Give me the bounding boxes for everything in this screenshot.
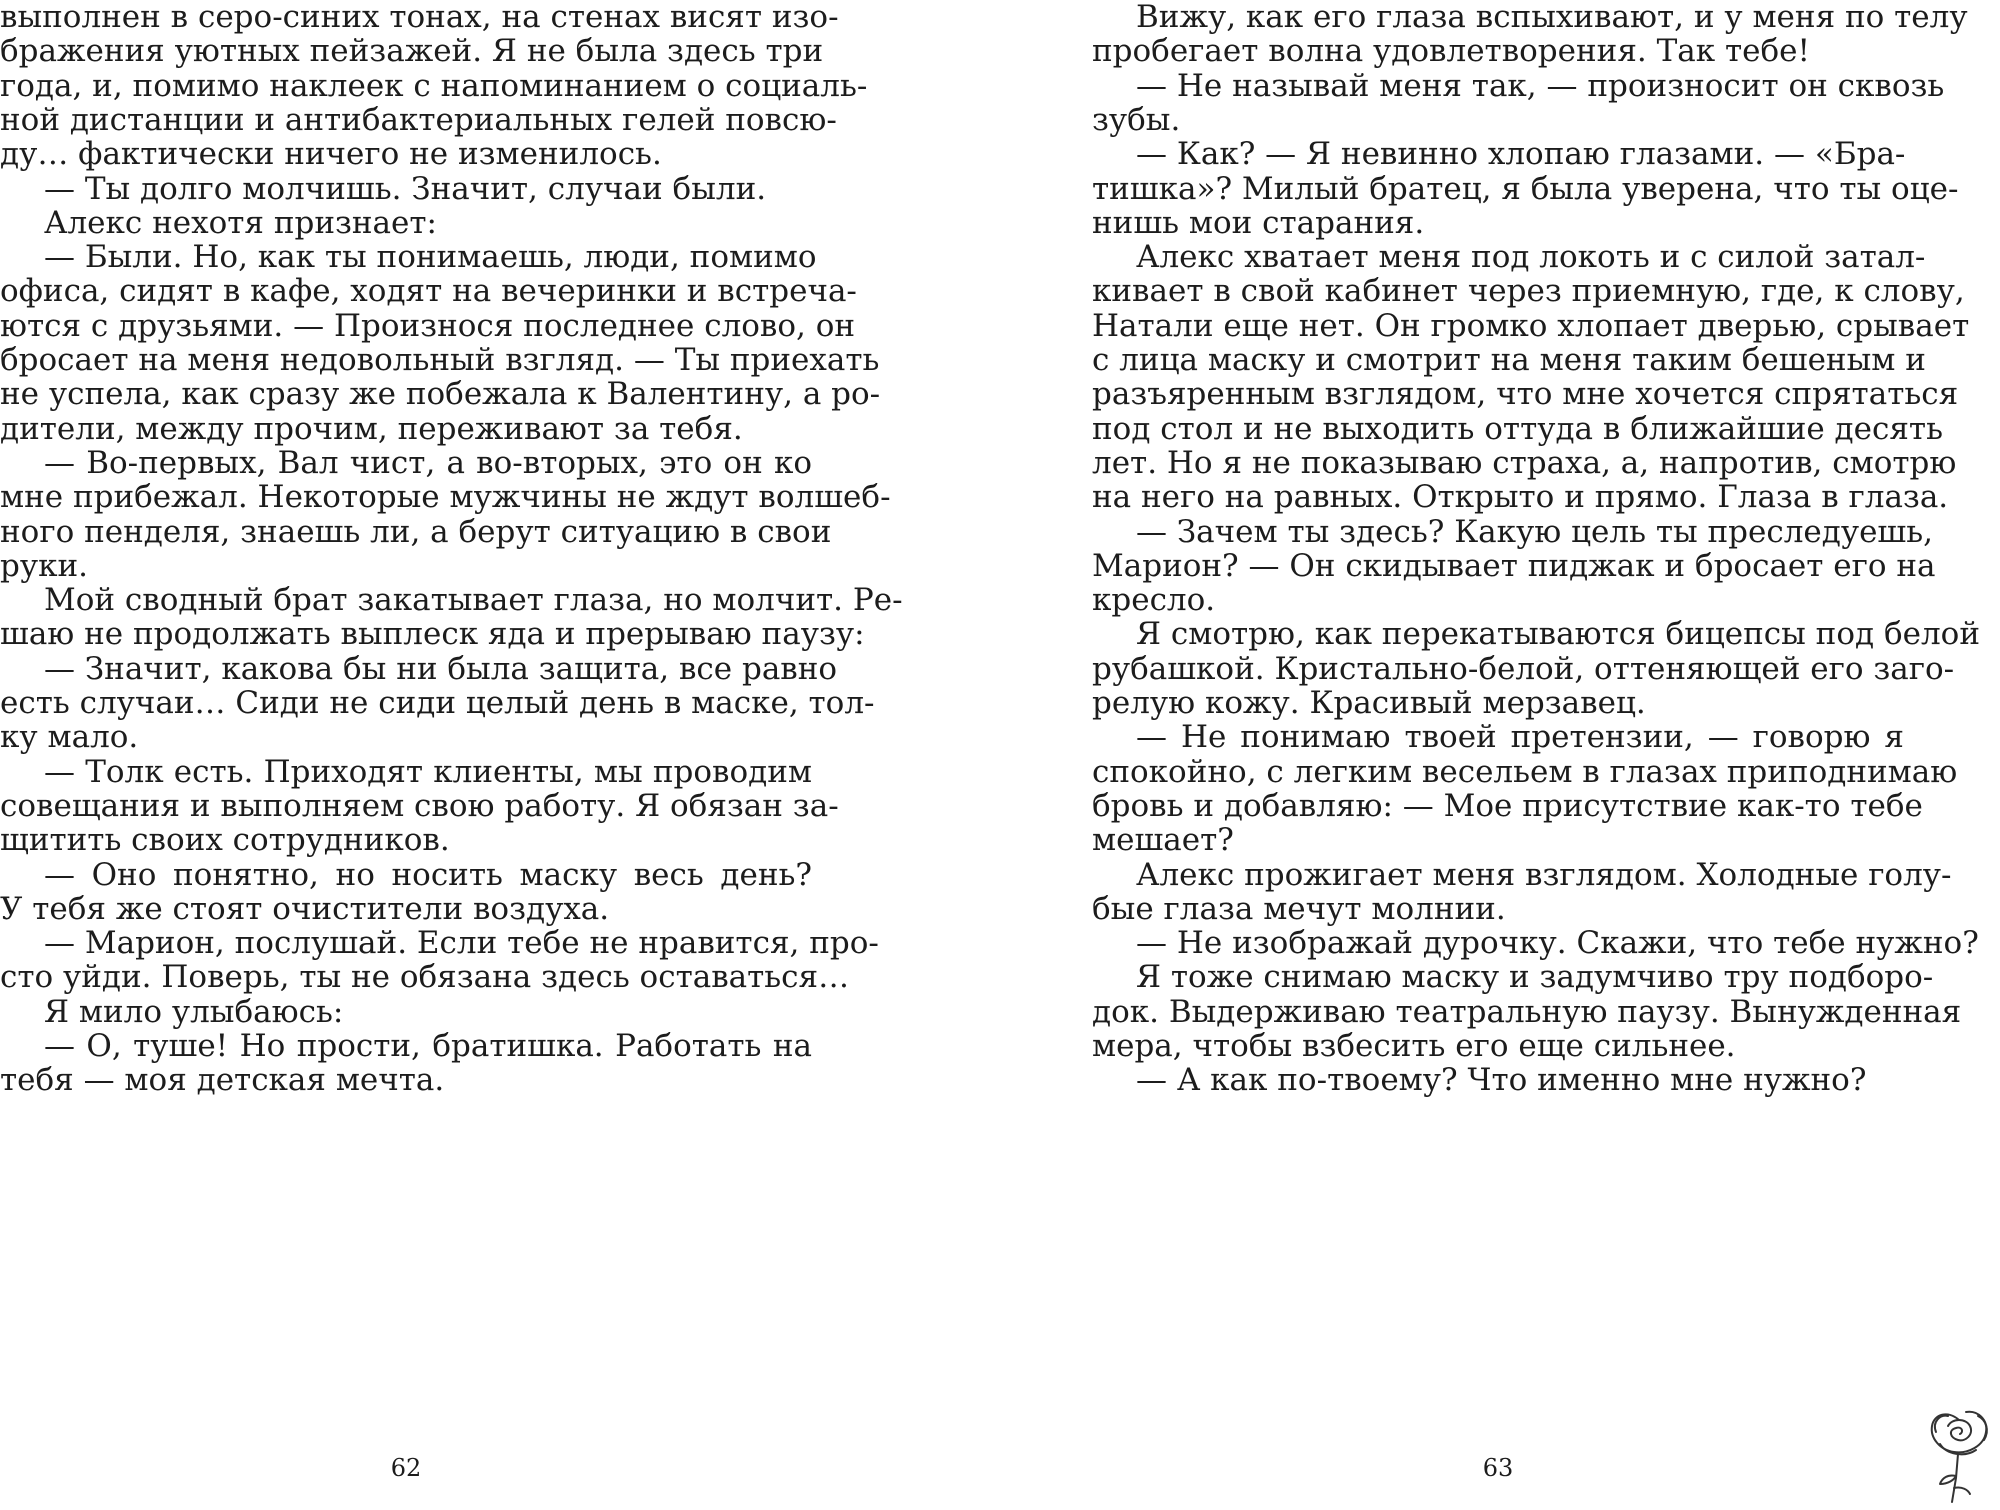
text-line: У тебя же стоят очистители воздуха. <box>0 890 610 927</box>
text-line: зубы. <box>1092 101 1181 138</box>
text-line: Мой сводный брат закатывает глаза, но молчит. Ре- <box>44 582 903 619</box>
text-line: Алекс прожигает меня взглядом. Холодные голу- <box>1136 856 1952 893</box>
text-line: бросает на меня недовольный взгляд. — Ты приехать <box>0 342 880 378</box>
text-line: мне прибежал. Некоторые мужчины не ждут волшеб- <box>0 479 891 516</box>
text-line: бые глаза мечут молнии. <box>1092 890 1506 927</box>
text-line: кресло. <box>1092 582 1216 619</box>
text-line: тебя — моя детская мечта. <box>0 1062 445 1099</box>
text-line: — Не понимаю твоей претензии, — говорю я <box>1136 719 1904 756</box>
text-line: выполнен в серо-синих тонах, на стенах висят изо- <box>0 0 839 35</box>
text-line: тишка»? Милый братец, я была уверена, что ты оце- <box>1092 170 1959 207</box>
text-line: мера, чтобы взбесить его еще сильнее. <box>1092 1028 1736 1064</box>
text-line: разъяренным взглядом, что мне хочется спрятаться <box>1092 376 1959 413</box>
text-line: под стол и не выходить оттуда в ближайшие десять <box>1092 410 1943 447</box>
text-line: — Как? — Я невинно хлопаю глазами. — «Бра- <box>1136 136 1906 173</box>
text-line: лет. Но я не показываю страха, а, напротив, смотрю <box>1092 444 1957 481</box>
text-line: дители, между прочим, переживают за тебя. <box>0 410 743 447</box>
text-line: — Марион, послушай. Если тебе не нравится, про- <box>44 925 879 962</box>
text-line: бровь и добавляю: — Мое присутствие как-то тебе <box>1092 787 1923 824</box>
text-line: сто уйди. Поверь, ты не обязана здесь оставаться… <box>0 959 850 996</box>
text-line: совещания и выполняем свою работу. Я обязан за- <box>0 787 839 824</box>
text-line: пробегает волна удовлетворения. Так тебе! <box>1092 33 1810 70</box>
text-line: — Толк есть. Приходят клиенты, мы проводим <box>44 753 812 790</box>
text-line: ются с друзьями. — Произнося последнее слово, он <box>0 307 856 344</box>
text-line: — Во-первых, Вал чист, а во-вторых, это он ко <box>44 444 812 481</box>
text-line: мешает? <box>1092 822 1234 859</box>
text-line: — Ты долго молчишь. Значит, случаи были. <box>44 170 767 207</box>
text-line: Марион? — Он скидывает пиджак и бросает его на <box>1092 547 1936 584</box>
text-line: Алекс нехотя признает: <box>44 204 437 241</box>
text-line: не успела, как сразу же побежала к Валентину, а ро- <box>0 376 881 413</box>
text-line: Натали еще нет. Он громко хлопает дверью, срывает <box>1092 307 1970 344</box>
text-line: шаю не продолжать выплеск яда и прерываю паузу: <box>0 616 865 653</box>
text-line: спокойно, с легким весельем в глазах приподнимаю <box>1092 753 1958 790</box>
text-line: Вижу, как его глаза вспыхивают, и у меня по телу <box>1136 0 1968 35</box>
text-line: Я смотрю, как перекатываются бицепсы под белой <box>1136 616 1980 653</box>
text-line: ной дистанции и антибактериальных гелей повсю- <box>0 101 837 138</box>
text-line: — О, туше! Но прости, братишка. Работать на <box>44 1028 812 1064</box>
text-line: ного пенделя, знаешь ли, а берут ситуацию в свои <box>0 513 832 550</box>
text-line: кивает в свой кабинет через приемную, где, к слову, <box>1092 273 1965 310</box>
text-line: бражения уютных пейзажей. Я не была здесь три <box>0 33 824 70</box>
text-line: — Оно понятно, но носить маску весь день? <box>44 856 812 893</box>
text-line: — Не изображай дурочку. Скажи, что тебе нужно? <box>1136 925 1979 962</box>
text-line: нишь мои старания. <box>1092 204 1425 241</box>
right-page <box>1092 0 1980 1510</box>
text-line: док. Выдерживаю театральную паузу. Вынужденная <box>1092 993 1962 1030</box>
text-line: ду… фактически ничего не изменилось. <box>0 136 662 173</box>
text-line: — Зачем ты здесь? Какую цель ты преследуешь, <box>1136 513 1933 550</box>
text-line: — А как по-твоему? Что именно мне нужно? <box>1136 1062 1867 1099</box>
text-line: года, и, помимо наклеек с напоминанием о социаль- <box>0 67 868 104</box>
page-number-right: 63 <box>1482 1454 1514 1482</box>
text-line: руки. <box>0 547 88 584</box>
text-line: рубашкой. Кристально-белой, оттеняющей его заго- <box>1092 650 1955 687</box>
text-line: — Значит, какова бы ни была защита, все равно <box>44 650 838 687</box>
page-number-left: 62 <box>390 1454 422 1482</box>
left-page <box>0 0 903 1510</box>
text-line: ку мало. <box>0 719 139 756</box>
text-line: офиса, сидят в кафе, ходят на вечеринки и встреча- <box>0 273 857 310</box>
text-line: есть случаи… Сиди не сиди целый день в маске, тол- <box>0 685 875 721</box>
text-line: релую кожу. Красивый мерзавец. <box>1092 685 1646 721</box>
text-line: Алекс хватает меня под локоть и с силой затал- <box>1136 239 1926 276</box>
text-line: Я тоже снимаю маску и задумчиво тру подборо- <box>1136 959 1934 996</box>
text-line: с лица маску и смотрит на меня таким бешеным и <box>1092 342 1926 378</box>
rose-icon <box>1918 1380 2000 1510</box>
text-line: — Не называй меня так, — произносит он сквозь <box>1136 67 1945 104</box>
text-line: на него на равных. Открыто и прямо. Глаза в глаза. <box>1092 479 1949 516</box>
text-line: щитить своих сотрудников. <box>0 822 450 859</box>
text-line: Я мило улыбаюсь: <box>44 993 344 1030</box>
text-line: — Были. Но, как ты понимаешь, люди, помимо <box>44 239 817 276</box>
